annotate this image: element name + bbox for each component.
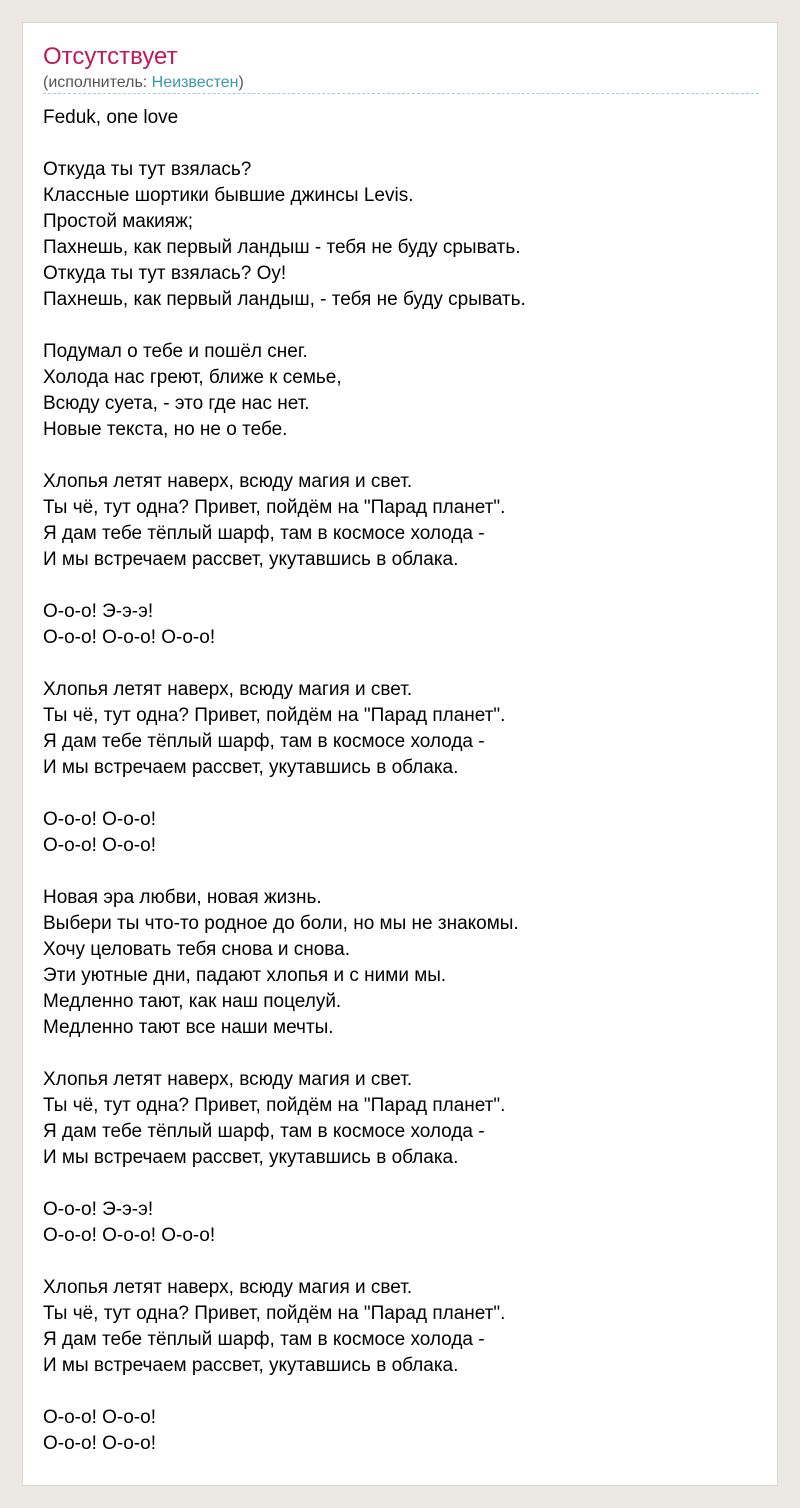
lyric-line: Медленно тают все наши мечты. xyxy=(43,1017,334,1038)
song-title: Отсутствует xyxy=(43,43,178,70)
artist-prefix: (исполнитель: xyxy=(43,74,152,91)
blank-line xyxy=(43,313,759,339)
lyric-line: Хлопья летят наверх, всюду магия и свет. xyxy=(43,679,413,700)
lyric-line: Я дам тебе тёплый шарф, там в космосе холода - xyxy=(43,731,485,752)
lyric-line: Простой макияж; xyxy=(43,211,194,232)
lyric-line: О-о-о! Э-э-э! xyxy=(43,1199,154,1220)
lyric-line: Всюду суета, - это где нас нет. xyxy=(43,393,310,414)
lyric-line: Хочу целовать тебя снова и снова. xyxy=(43,939,351,960)
lyric-line: Feduk, one love xyxy=(43,107,179,128)
lyric-line: И мы встречаем рассвет, укутавшись в облака. xyxy=(43,757,459,778)
blank-line xyxy=(43,1249,759,1275)
blank-line xyxy=(43,1379,759,1405)
blank-line xyxy=(43,781,759,807)
lyric-line: О-о-о! О-о-о! О-о-о! xyxy=(43,627,216,648)
lyric-line: Ты чё, тут одна? Привет, пойдём на "Парад планет". xyxy=(43,497,506,518)
lyric-line: И мы встречаем рассвет, укутавшись в облака. xyxy=(43,1355,459,1376)
blank-line xyxy=(43,131,759,157)
lyric-line: Ты чё, тут одна? Привет, пойдём на "Парад планет". xyxy=(43,1095,506,1116)
lyric-line: Медленно тают, как наш поцелуй. xyxy=(43,991,342,1012)
blank-line xyxy=(43,651,759,677)
blank-line xyxy=(43,443,759,469)
lyric-line: Выбери ты что-то родное до боли, но мы не знакомы. xyxy=(43,913,519,934)
lyric-line: Я дам тебе тёплый шарф, там в космосе холода - xyxy=(43,523,485,544)
lyric-line: Ты чё, тут одна? Привет, пойдём на "Парад планет". xyxy=(43,705,506,726)
blank-line xyxy=(43,1171,759,1197)
artist-line xyxy=(43,73,244,93)
lyric-line: Пахнешь, как первый ландыш - тебя не буду срывать. xyxy=(43,237,521,258)
lyric-line: О-о-о! О-о-о! xyxy=(43,809,156,830)
blank-line xyxy=(43,573,759,599)
lyrics-card xyxy=(22,22,778,1486)
lyric-line: И мы встречаем рассвет, укутавшись в облака. xyxy=(43,549,459,570)
lyric-line: Подумал о тебе и пошёл снег. xyxy=(43,341,308,362)
lyric-line: Эти уютные дни, падают хлопья и с ними мы. xyxy=(43,965,447,986)
lyric-line: Хлопья летят наверх, всюду магия и свет. xyxy=(43,471,413,492)
lyric-line: Классные шортики бывшие джинсы Levis. xyxy=(43,185,414,206)
lyrics-body xyxy=(43,105,759,1457)
header-divider xyxy=(43,93,759,94)
lyric-line: О-о-о! О-о-о! О-о-о! xyxy=(43,1225,216,1246)
lyric-line: Ты чё, тут одна? Привет, пойдём на "Парад планет". xyxy=(43,1303,506,1324)
lyric-line: Откуда ты тут взялась? Оу! xyxy=(43,263,287,284)
lyric-line: Хлопья летят наверх, всюду магия и свет. xyxy=(43,1069,413,1090)
lyric-line: О-о-о! О-о-о! xyxy=(43,1433,156,1454)
lyric-line: Новая эра любви, новая жизнь. xyxy=(43,887,322,908)
artist-link[interactable]: Неизвестен xyxy=(151,74,239,91)
artist-suffix: ) xyxy=(238,74,244,91)
lyric-line: И мы встречаем рассвет, укутавшись в облака. xyxy=(43,1147,459,1168)
lyric-line: Новые текста, но не о тебе. xyxy=(43,419,288,440)
lyric-line: Хлопья летят наверх, всюду магия и свет. xyxy=(43,1277,413,1298)
lyric-line: Я дам тебе тёплый шарф, там в космосе холода - xyxy=(43,1121,485,1142)
lyric-line: Я дам тебе тёплый шарф, там в космосе холода - xyxy=(43,1329,485,1350)
lyric-line: О-о-о! Э-э-э! xyxy=(43,601,154,622)
lyric-line: О-о-о! О-о-о! xyxy=(43,835,156,856)
lyric-line: О-о-о! О-о-о! xyxy=(43,1407,156,1428)
blank-line xyxy=(43,859,759,885)
lyric-line: Откуда ты тут взялась? xyxy=(43,159,252,180)
lyric-line: Холода нас греют, ближе к семье, xyxy=(43,367,342,388)
lyric-line: Пахнешь, как первый ландыш, - тебя не буду срывать. xyxy=(43,289,526,310)
blank-line xyxy=(43,1041,759,1067)
